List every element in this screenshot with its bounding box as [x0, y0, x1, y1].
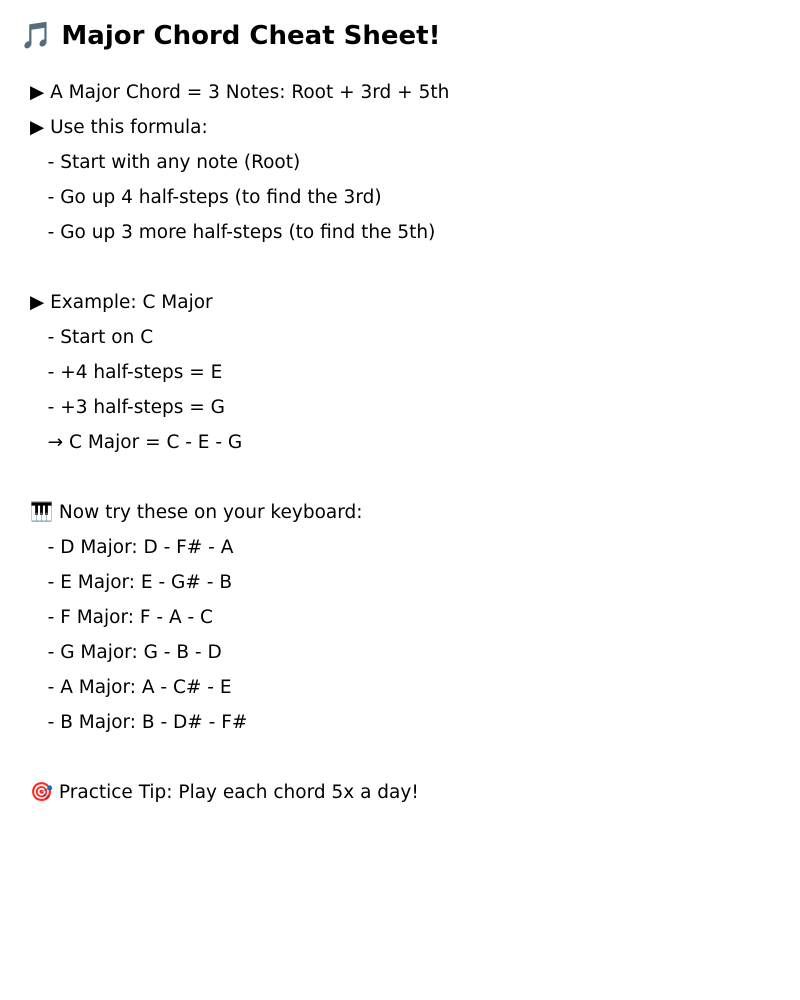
text-line: - B Major: B - D# - F#	[30, 712, 248, 733]
text-line: - G Major: G - B - D	[30, 642, 222, 663]
text-line: ▶ Use this formula:	[30, 117, 208, 138]
text-line: ▶ A Major Chord = 3 Notes: Root + 3rd + 5th	[30, 82, 450, 103]
text-line: - F Major: F - A - C	[30, 607, 213, 628]
text-line: ▶ Example: C Major	[30, 292, 213, 313]
text-line: - Go up 4 half-steps (to find the 3rd)	[30, 187, 382, 208]
text-line: - D Major: D - F# - A	[30, 537, 234, 558]
text-line: - Go up 3 more half-steps (to find the 5th)	[30, 222, 436, 243]
text-line: - A Major: A - C# - E	[30, 677, 232, 698]
page-title: 🎵 Major Chord Cheat Sheet!	[20, 21, 441, 51]
text-line: - Start with any note (Root)	[30, 152, 301, 173]
text-line: 🎯 Practice Tip: Play each chord 5x a day!	[30, 782, 419, 803]
text-line: 🎹 Now try these on your keyboard:	[30, 502, 363, 523]
cheat-sheet-lines	[30, 75, 770, 810]
blank-line	[30, 250, 770, 285]
text-line: - E Major: E - G# - B	[30, 572, 233, 593]
blank-line	[30, 460, 770, 495]
text-line: - +4 half-steps = E	[30, 362, 223, 383]
text-line: - Start on C	[30, 327, 154, 348]
text-line: - +3 half-steps = G	[30, 397, 225, 418]
text-line: → C Major = C - E - G	[30, 432, 243, 453]
blank-line	[30, 740, 770, 775]
